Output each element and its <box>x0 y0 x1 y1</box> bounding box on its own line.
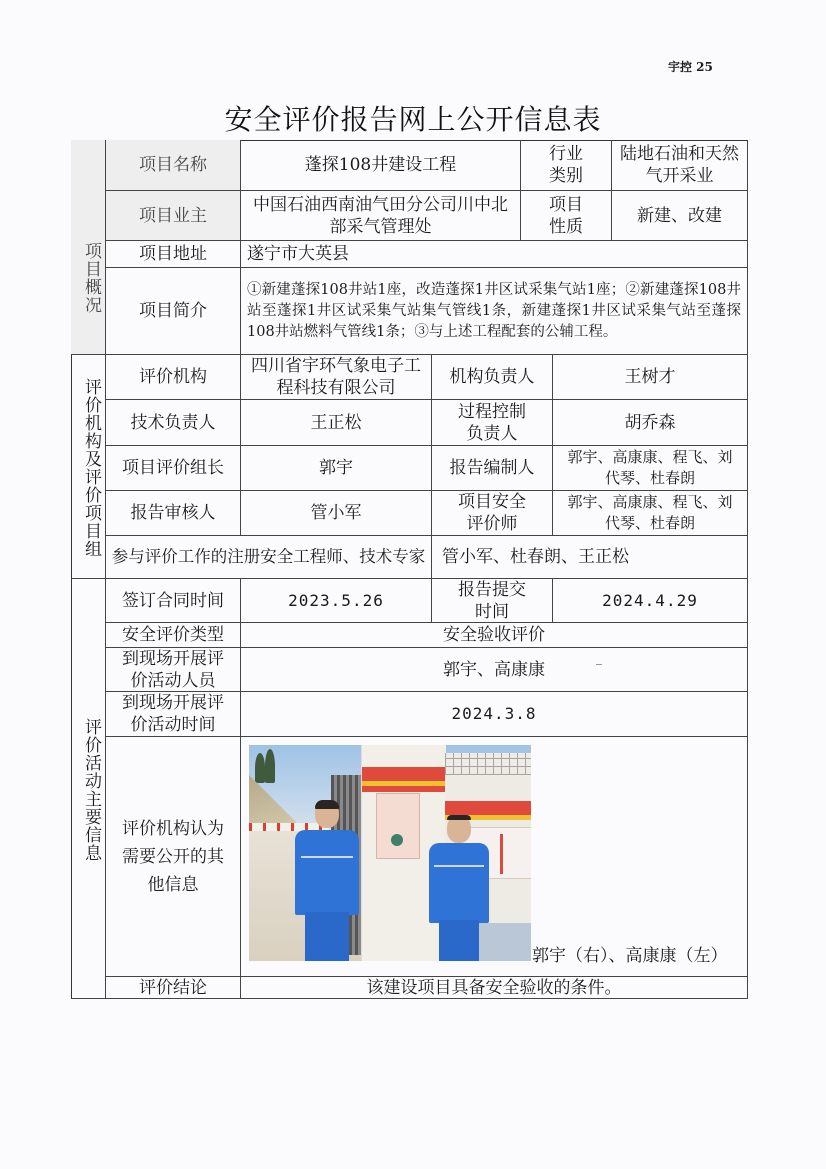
project-owner-label: 项目业主 <box>106 191 241 241</box>
section-agency-group: 评价机构及评价项目组 <box>71 355 106 579</box>
section-activity-info: 评价活动主要信息 <box>71 579 106 999</box>
nature-label: 项目性质 <box>521 191 612 241</box>
scan-artifact <box>596 664 602 665</box>
document-code: 宇控 25 <box>668 60 713 74</box>
page-title: 安全评价报告网上公开信息表 <box>224 103 602 136</box>
reviewer-value: 管小军 <box>241 491 432 536</box>
project-owner-value: 中国石油西南油气田分公司川中北部采气管理处 <box>241 191 521 241</box>
project-brief-value: ①新建蓬探108井站1座，改造蓬探1井区试采集气站1座；②新建蓬探108井站至蓬探1井区试采集气站集气管线1条，新建蓬探1井区试采集气站至蓬探108井站燃料气管线1条；③与上述工程配套的公辅工程。 <box>241 268 748 355</box>
compiler-label: 报告编制人 <box>432 446 553 491</box>
project-address-value: 遂宁市大英县 <box>241 241 748 268</box>
safety-assessor-label: 项目安全评价师 <box>432 491 553 536</box>
experts-label: 参与评价工作的注册安全工程师、技术专家 <box>106 536 432 579</box>
project-address-label: 项目地址 <box>106 241 241 268</box>
safety-assessor-value: 郭宇、高康康、程飞、刘代琴、杜春朗 <box>553 491 748 536</box>
reviewer-label: 报告审核人 <box>106 491 241 536</box>
agency-org-label: 评价机构 <box>106 355 241 400</box>
other-info-label: 评价机构认为需要公开的其他信息 <box>106 737 241 977</box>
process-control-label: 过程控制负责人 <box>432 400 553 446</box>
submit-date-value: 2024.4.29 <box>553 579 748 623</box>
photo-caption: 郭宇（右）、高康康（左） <box>532 946 728 966</box>
onsite-time-label: 到现场开展评价活动时间 <box>106 692 241 737</box>
contract-date-label: 签订合同时间 <box>106 579 241 623</box>
project-name-label: 项目名称 <box>106 140 241 191</box>
site-photo <box>249 745 531 961</box>
onsite-time-value: 2024.3.8 <box>241 692 748 737</box>
project-name-value: 蓬探108井建设工程 <box>241 140 521 191</box>
nature-value: 新建、改建 <box>612 191 748 241</box>
conclusion-label: 评价结论 <box>106 977 241 999</box>
tech-head-value: 王正松 <box>241 400 432 446</box>
experts-value: 管小军、杜春朗、王正松 <box>432 536 748 579</box>
team-leader-label: 项目评价组长 <box>106 446 241 491</box>
submit-date-label: 报告提交时间 <box>432 579 553 623</box>
section-project-overview: 项目概况 <box>71 140 106 355</box>
compiler-value: 郭宇、高康康、程飞、刘代琴、杜春朗 <box>553 446 748 491</box>
process-control-value: 胡乔森 <box>553 400 748 446</box>
assessment-type-value: 安全验收评价 <box>241 623 748 648</box>
project-brief-label: 项目简介 <box>106 268 241 355</box>
agency-head-value: 王树才 <box>553 355 748 400</box>
contract-date-value: 2023.5.26 <box>241 579 432 623</box>
industry-label: 行业类别 <box>521 140 612 191</box>
agency-org-value: 四川省宇环气象电子工程科技有限公司 <box>241 355 432 400</box>
onsite-people-value: 郭宇、高康康 <box>241 648 748 692</box>
agency-head-label: 机构负责人 <box>432 355 553 400</box>
team-leader-value: 郭宇 <box>241 446 432 491</box>
onsite-people-label: 到现场开展评价活动人员 <box>106 648 241 692</box>
conclusion-value: 该建设项目具备安全验收的条件。 <box>241 977 748 999</box>
tech-head-label: 技术负责人 <box>106 400 241 446</box>
industry-value: 陆地石油和天然气开采业 <box>612 140 748 191</box>
assessment-type-label: 安全评价类型 <box>106 623 241 648</box>
